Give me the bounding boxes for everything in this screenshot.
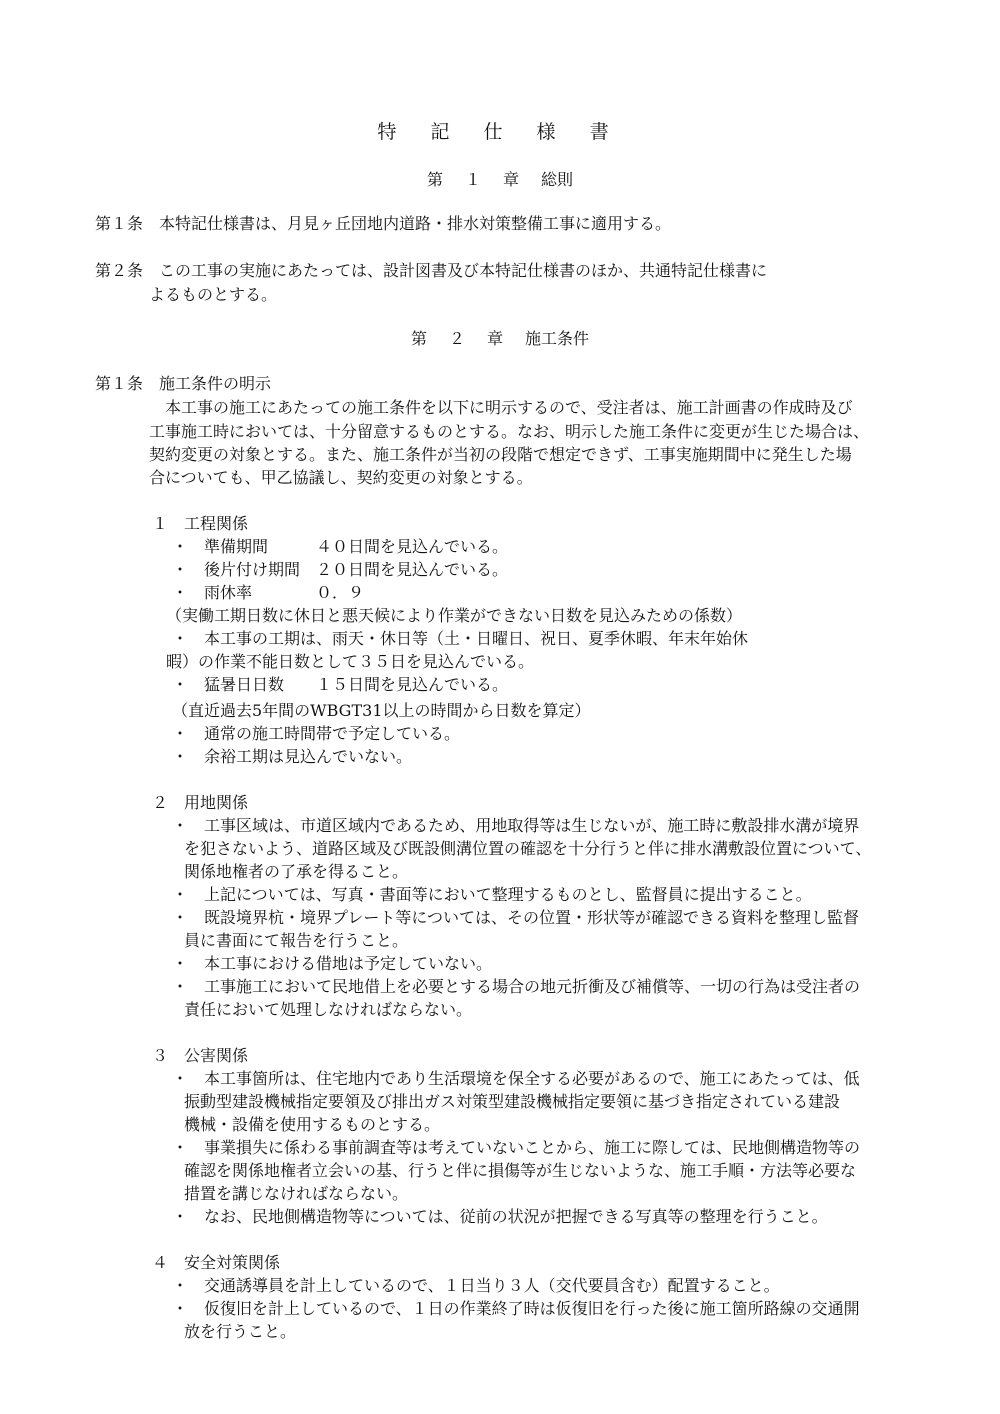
article-1-heading: 第１条 施工条件の明示 bbox=[95, 374, 272, 393]
chapter-2-heading bbox=[0, 329, 1000, 349]
section-1-item: ・ 本工事の工期は、雨天・休日等（土・日曜日、祝日、夏季休暇、年末年始休 bbox=[172, 629, 749, 648]
section-3-item: ・ なお、民地側構造物等については、従前の状況が把握できる写真等の整理を行うこと。 bbox=[172, 1207, 828, 1226]
section-1-item: ・ 余裕工期は見込んでいない。 bbox=[172, 747, 413, 766]
chapter-1-suffix: 章 bbox=[503, 170, 520, 189]
section-3-item-cont: 確認を関係地権者立会いの基、行うと伴に損傷等が生じないような、施工手順・方法等必要な bbox=[184, 1161, 857, 1180]
section-3-item-cont: 振動型建設機械指定要領及び排出ガス対策型建設機械指定要領に基づき指定されている建設 bbox=[184, 1092, 841, 1111]
article-1-body-line: 契約変更の対象とする。また、施工条件が当初の段階で想定できず、工事実施期間中に発生した場 bbox=[149, 445, 852, 464]
article-1-body-line: 本工事の施工にあたっての施工条件を以下に明示するので、受注者は、施工計画書の作成時及び bbox=[165, 398, 853, 417]
section-3-item-cont: 機械・設備を使用するものとする。 bbox=[184, 1115, 441, 1134]
chapter-2-number: ２ bbox=[448, 329, 465, 348]
chapter-1-prefix: 第 bbox=[426, 170, 443, 189]
section-1-item: ・ 準備期間 ４０日間を見込んでいる。 bbox=[172, 537, 509, 556]
ch1-article-2-cont: よるものとする。 bbox=[149, 285, 278, 304]
ch1-article-1: 第１条 本特記仕様書は、月見ヶ丘団地内道路・排水対策整備工事に適用する。 bbox=[95, 214, 672, 233]
section-2-item-cont: を犯さないよう、道路区域及び既設側溝位置の確認を十分行うと伴に排水溝敷設位置について、 bbox=[184, 839, 872, 858]
section-1-note: （直近過去5年間のWBGT31以上の時間から日数を算定） bbox=[172, 701, 591, 720]
section-2-heading: ２ 用地関係 bbox=[152, 793, 249, 812]
section-4-heading: ４ 安全対策関係 bbox=[152, 1253, 281, 1272]
section-2-item: ・ 上記については、写真・書面等において整理するものとし、監督員に提出すること。 bbox=[172, 885, 812, 904]
section-2-item-cont: 関係地権者の了承を得ること。 bbox=[184, 862, 409, 881]
section-2-item: ・ 工事区域は、市道区域内であるため、用地取得等は生じないが、施工時に敷設排水溝が境界 bbox=[172, 816, 860, 835]
section-1-item-cont: 暇）の作業不能日数として３５日を見込んでいる。 bbox=[166, 652, 535, 671]
chapter-2-suffix: 章 bbox=[487, 329, 504, 348]
section-1-item: ・ 猛暑日日数 １５日間を見込んでいる。 bbox=[172, 675, 509, 694]
chapter-1-heading bbox=[0, 170, 1000, 190]
section-2-item: ・ 既設境界杭・境界プレート等については、その位置・形状等が確認できる資料を整理し監督 bbox=[172, 908, 860, 927]
chapter-2-name: 施工条件 bbox=[525, 329, 590, 348]
section-2-item-cont: 員に書面にて報告を行うこと。 bbox=[184, 931, 409, 950]
section-3-item: ・ 本工事箇所は、住宅地内であり生活環境を保全する必要があるので、施工にあたっては、低 bbox=[172, 1069, 860, 1088]
section-1-item: ・ 通常の施工時間帯で予定している。 bbox=[172, 724, 461, 743]
section-4-item-cont: 放を行うこと。 bbox=[184, 1322, 297, 1341]
section-4-item: ・ 仮復旧を計上しているので、１日の作業終了時は仮復旧を行った後に施工箇所路線の交通開 bbox=[172, 1299, 860, 1318]
section-1-heading: １ 工程関係 bbox=[152, 514, 249, 533]
chapter-1-number: １ bbox=[464, 170, 481, 189]
section-1-item: ・ 後片付け期間 ２０日間を見込んでいる。 bbox=[172, 560, 509, 579]
ch1-article-2: 第２条 この工事の実施にあたっては、設計図書及び本特記仕様書のほか、共通特記仕様書に bbox=[95, 261, 768, 280]
section-2-item: ・ 本工事における借地は予定していない。 bbox=[172, 954, 493, 973]
section-4-item: ・ 交通誘導員を計上しているので、１日当り３人（交代要員含む）配置すること。 bbox=[172, 1276, 780, 1295]
section-2-item-cont: 責任において処理しなければならない。 bbox=[184, 1000, 473, 1019]
section-1-item: ・ 雨休率 ０．９ bbox=[172, 583, 365, 602]
section-3-item-cont: 措置を講じなければならない。 bbox=[184, 1184, 409, 1203]
section-3-item: ・ 事業損失に係わる事前調査等は考えていないことから、施工に際しては、民地側構造物等の bbox=[172, 1138, 861, 1157]
article-1-body-line: 工事施工時においては、十分留意するものとする。なお、明示した施工条件に変更が生じた場合は、 bbox=[149, 422, 870, 441]
article-1-body-line: 合についても、甲乙協議し、契約変更の対象とする。 bbox=[149, 468, 533, 487]
section-2-item: ・ 工事施工において民地借上を必要とする場合の地元折衝及び補償等、一切の行為は受注者の bbox=[172, 977, 861, 996]
chapter-2-prefix: 第 bbox=[410, 329, 427, 348]
section-1-note: （実働工期日数に休日と悪天候により作業ができない日数を見込みための係数） bbox=[166, 606, 743, 625]
chapter-1-name: 総則 bbox=[541, 170, 574, 189]
section-3-heading: ３ 公害関係 bbox=[152, 1046, 249, 1065]
document-title: 特 記 仕 様 書 bbox=[377, 121, 623, 143]
